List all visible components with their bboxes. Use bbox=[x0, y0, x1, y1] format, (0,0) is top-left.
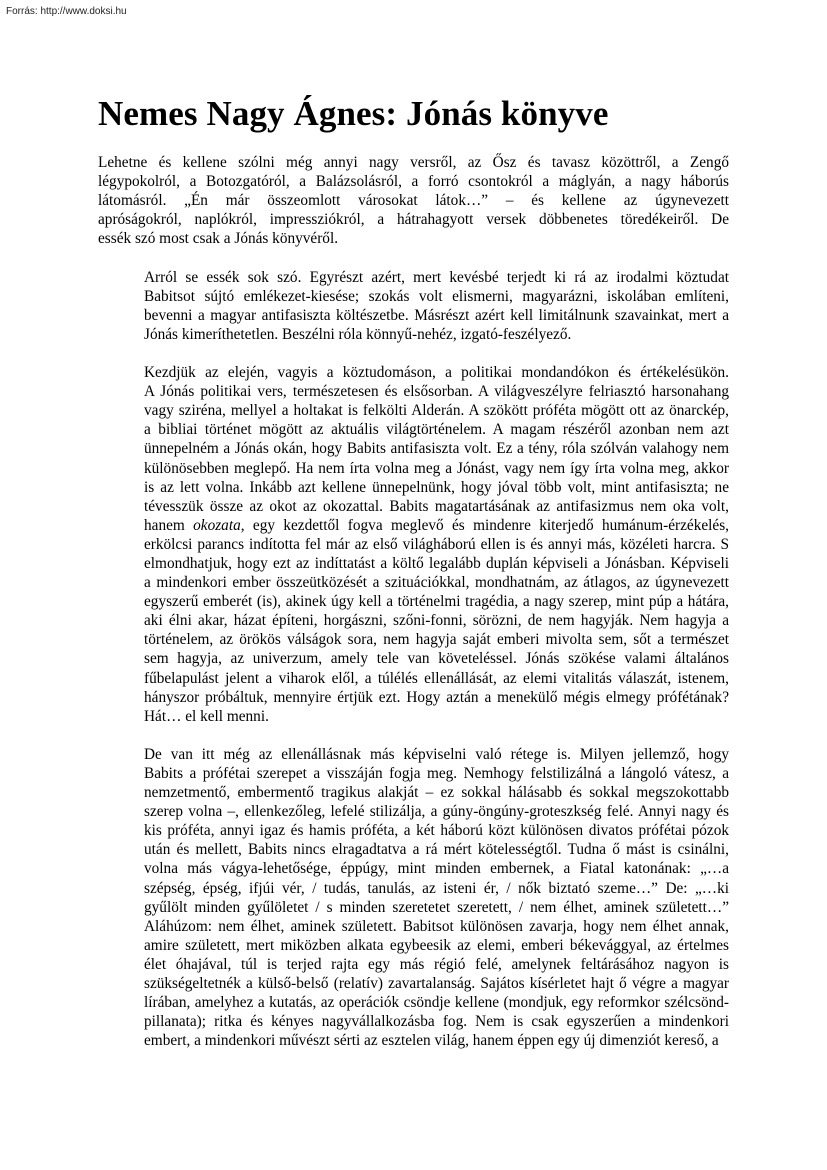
paragraph bbox=[98, 153, 729, 248]
text-line: Jónás kimeríthetetlen. Beszélni róla könnyű-nehéz, izgató-feszélyező. bbox=[144, 325, 572, 343]
text-line: különösebben meglepő. Ha nem írta volna meg a Jónást, vagy nem így írta volna meg, akkor bbox=[144, 459, 729, 477]
text-line: ünnepelném a Jónás okán, hogy Babits antifasiszta volt. Ez a tény, róla szólván valahogy nem bbox=[144, 440, 729, 458]
text-line: lírában, amelyhez a kutatás, az operációk csöndje kellene (mondjuk, egy reformkor szélcsönd- bbox=[144, 994, 729, 1012]
text-line: erkölcsi parancs indította fel már az első világháború ellen is és annyi más, közéleti harcra. S bbox=[144, 535, 729, 553]
text-line: A Jónás politikai vers, természetesen és elsősorban. A világveszélyre felriasztó harsonahang bbox=[144, 383, 729, 401]
article-body bbox=[98, 153, 729, 1050]
text-line: szépség, épség, ifjúi vér, / tudás, tanulás, az isteni ér, / nők biztató szeme…” De: „…ki bbox=[144, 879, 729, 897]
text-line: Arról se essék sok szó. Egyrészt azért, mert kevésbé terjedt ki rá az irodalmi köztudat bbox=[144, 268, 729, 286]
text-line: aki élni akar, házat építeni, horgászni, szőni-fonni, sörözni, de nem hagyják. Nem hagyja a bbox=[144, 612, 729, 630]
text-line: hányszor próbáltuk, mennyire értjük ezt. Hogy aztán a menekülő mégis elmegy prófétának? bbox=[144, 688, 729, 706]
text-line: Lehetne és kellene szólni még annyi nagy versről, az Ősz és tavasz közöttről, a Zengő bbox=[98, 154, 729, 171]
text-line: amire született, mert miközben alkata egybeesik az elemi, emberi békevággyal, az értelmes bbox=[144, 936, 729, 954]
text-line: Hát… el kell menni. bbox=[144, 707, 269, 725]
text-line: pillanata); ritka és kényes nagyvállalkozásba fog. Nem is csak egyszerűen a mindenkori bbox=[144, 1013, 729, 1031]
text-line: szükségeltetnék a külső-belső (relatív) zavartalanság. Sajátos kísérletet hajt ő végre a magyar bbox=[144, 975, 729, 993]
text-line: tévesszük össze az okot az okozattal. Babits magatartásának az antifasizmus nem oka volt, bbox=[144, 497, 729, 515]
paragraph bbox=[98, 363, 729, 726]
text-line: a mindenkori ember összeütközését a szituációkkal, mondhatnám, az átlagos, az úgynevezett bbox=[144, 574, 729, 592]
text-line: elmondhatjuk, hogy ezt az indíttatást a költő legalább duplán képviseli a Jónásban. Képviseli bbox=[144, 554, 729, 572]
text-line: történelem, az örökös válságok sora, nem hagyja saját emberi mivolta sem, sőt a természet bbox=[144, 631, 729, 649]
text-line: a bibliai történet mögött az aktuális világtörténelem. A magam részéről azonban nem azt bbox=[144, 421, 729, 439]
text-line: bevenni a magyar antifasiszta költészetbe. Másrészt azért kell limitálnunk szavainkat, mert a bbox=[144, 306, 729, 324]
text-line: Babitsot sújtó emlékezet-kiesése; szokás volt elismerni, magyarázni, iskolában említeni, bbox=[144, 287, 729, 305]
text-line: gyűlölt minden gyűlöletet / s minden szeretetet szeretett, / nem élhet, aminek született…” bbox=[144, 898, 729, 916]
text-line: után és mellett, Babits nincs elragadtatva a rá mért kötelességtől. Tudna ő mást is csinálni, bbox=[144, 841, 729, 859]
text-line: látomásról. „Én már összeomlott városokat látok…” – és kellene az úgynevezett bbox=[98, 192, 729, 210]
text-line: fűbelapulást jelent a viharok elől, a túlélés ellenállását, az elemi vitalitás válaszát, istenem, bbox=[144, 669, 729, 687]
text-line: vagy sziréna, mellyel a holtakat is felkölti Alderán. A szökött próféta mögött ott az önarckép, bbox=[144, 402, 729, 420]
text-line: embert, a mindenkori művészt sérti az esztelen világ, hanem éppen egy új dimenziót kereső, a bbox=[144, 1032, 719, 1050]
text-line: apróságokról, naplókról, impressziókról, a hátrahagyott versek döbbenetes töredékeiről. De bbox=[98, 211, 729, 229]
text-line: hanem okozata, egy kezdettől fogva meglevő és mindenre kiterjedő humánum-érzékelés, bbox=[144, 516, 729, 534]
text-line: Aláhúzom: nem élhet, aminek született. Babitsot különösen zavarja, hogy nem élhet annak, bbox=[144, 917, 729, 935]
text-line: légypokolról, a Botozgatóról, a Balázsolásról, a forró csontokról a máglyán, a nagy háborús bbox=[98, 173, 729, 191]
text-line: kis próféta, annyi igaz és hamis próféta, a két háború közt különösen divatos prófétai pózok bbox=[144, 822, 729, 840]
text-line: élet óhajával, túl is terjed rajta egy más régió felé, amelynek feltárásához nagyon is bbox=[144, 955, 729, 973]
text-line: De van itt még az ellenállásnak más képviselni való rétege is. Milyen jellemző, hogy bbox=[144, 745, 729, 763]
text-line: sem hagyja, az univerzum, amely tele van követeléssel. Jónás szökése valami általános bbox=[144, 650, 729, 668]
text-line: Babits a prófétai szerepet a visszáján fogja meg. Nemhogy felstilizálná a lángoló vátesz, a bbox=[144, 765, 729, 782]
text-line: szerep volna –, ellenkezőleg, lefelé stilizálja, a gúny-öngúny-groteszkség felé. Annyi nagy és bbox=[144, 803, 729, 821]
text-line: nemzetmentő, embermentő tragikus alakját – ez sokkal hálásabb és sokkal megszokottabb bbox=[144, 784, 729, 802]
text-line: egyszerű emberét (is), akinek úgy kell a történelmi tragédia, a nagy szerep, mint púp a hátára, bbox=[144, 593, 729, 611]
paragraph bbox=[98, 745, 729, 1051]
page-title: Nemes Nagy Ágnes: Jónás könyve bbox=[98, 94, 609, 133]
text-line: is az lett volna. Inkább azt kellene ünnepelnünk, hogy jóval több volt, mint antifasiszta; ne bbox=[144, 478, 729, 496]
source-label: Forrás: http://www.doksi.hu bbox=[6, 6, 127, 17]
text-line: Kezdjük az elején, vagyis a köztudomáson, a politikai mondandókon és értékelésükön. bbox=[144, 364, 729, 382]
text-line: volna más vágya-lehetősége, éppúgy, mint minden embernek, a Fiatal katonának: „…a bbox=[144, 860, 729, 878]
paragraph bbox=[98, 268, 729, 344]
text-line: essék szó most csak a Jónás könyvéről. bbox=[98, 230, 339, 248]
